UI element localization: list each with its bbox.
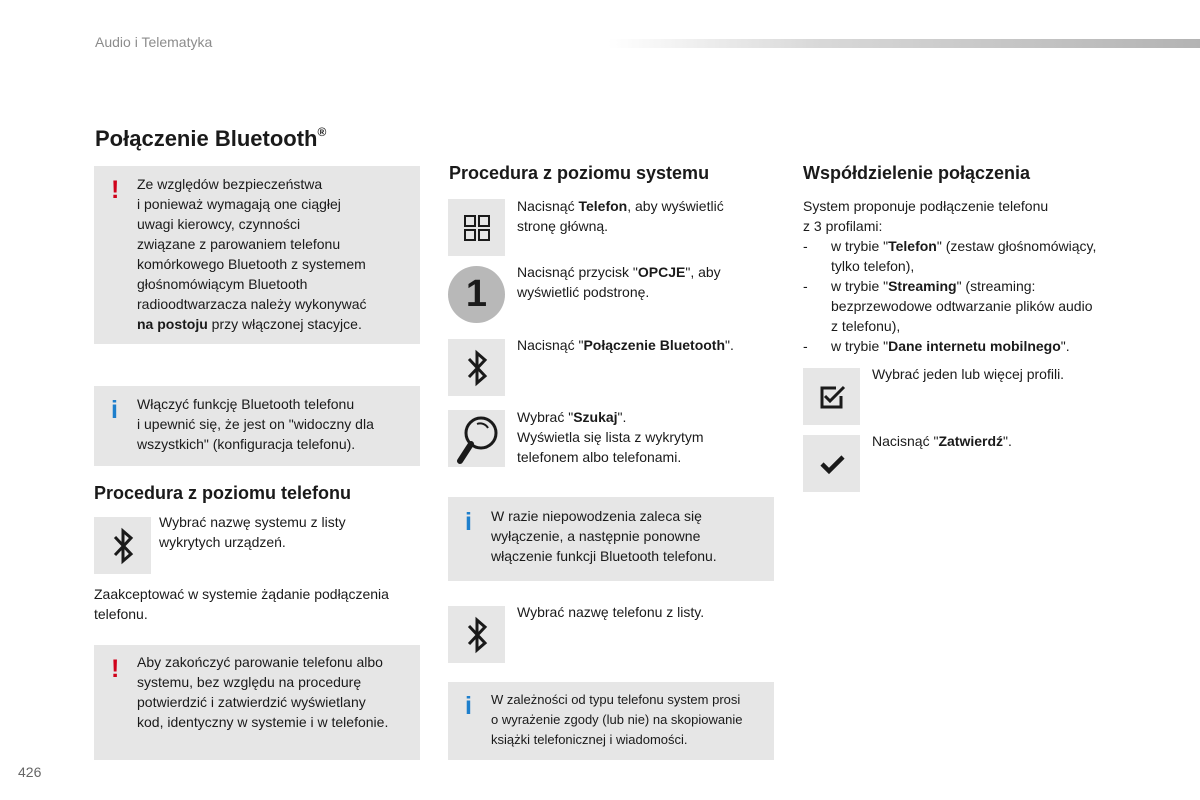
warning-text-safety: Ze względów bezpieczeństwa i ponieważ wymagają one ciągłej uwagi kierowcy, czynności związane z parowaniem telefonu komórkowego Bluetooth z systemem głośnomówiącym Bluetooth radioodtwarzacza należy wykonywać na postoju przy włączonej stacyjce.	[137, 176, 367, 332]
registered-mark: ®	[317, 124, 327, 139]
profiles-intro: System proponuje podłączenie telefonu z 3 profilami: - w trybie "Telefon" (zestaw głośnomówiący, tylko telefon), - w trybie "Streaming" (streaming: bezprzewodowe odtwarzanie plików audio z telefonu), - w trybie "Dane internetu mobilnego".	[803, 196, 1183, 356]
phone-step-select-system: Wybrać nazwę systemu z listy wykrytych urządzeń.	[159, 514, 346, 550]
step-press-telefon: Nacisnąć Telefon, aby wyświetlić stronę główną.	[517, 198, 724, 234]
step-select-profiles: Wybrać jeden lub więcej profili.	[872, 366, 1065, 382]
step-select-phone-name: Wybrać nazwę telefonu z listy.	[517, 604, 705, 620]
search-magnifier-icon	[448, 410, 505, 467]
info-icon: i	[465, 508, 472, 536]
checkbox-icon	[803, 368, 860, 425]
warning-text-pairing-code: Aby zakończyć parowanie telefonu albo systemu, bez względu na procedurę potwierdzić i zatwierdzić wyświetlany kod, identyczny w systemie i w telefonie.	[137, 654, 389, 730]
warning-exclamation-icon: !	[111, 176, 120, 204]
header-gradient-bar	[608, 39, 1200, 48]
step-select-search: Wybrać "Szukaj". Wyświetla się lista z wykrytym telefonem albo telefonami.	[517, 409, 704, 465]
bluetooth-icon	[448, 339, 505, 396]
profiles-list	[803, 236, 1183, 356]
step-number-badge: 1	[448, 266, 505, 323]
page-number: 426	[18, 764, 42, 780]
info-text-failure: W razie niepowodzenia zaleca się wyłączenie, a następnie ponowne włączenie funkcji Bluetooth telefonu.	[491, 508, 717, 564]
step-press-confirm: Nacisnąć "Zatwierdź".	[872, 433, 1012, 449]
info-box-enable-bluetooth	[94, 386, 420, 466]
bluetooth-icon	[94, 517, 151, 574]
bluetooth-icon	[448, 606, 505, 663]
info-text-phonebook: W zależności od typu telefonu system prosi o wyrażenie zgody (lub nie) na skopiowanie książki telefonicznej i wiadomości.	[491, 692, 743, 747]
step-press-bluetooth-connection: Nacisnąć "Połączenie Bluetooth".	[517, 337, 734, 353]
warning-exclamation-icon: !	[111, 655, 120, 683]
step-press-opcje: Nacisnąć przycisk "OPCJE", aby wyświetlić podstronę.	[517, 264, 721, 300]
accept-request-text: Zaakceptować w systemie żądanie podłączenia telefonu.	[94, 586, 389, 622]
page-title-text: Połączenie Bluetooth	[95, 126, 318, 151]
info-text-enable-bluetooth: Włączyć funkcję Bluetooth telefonu i upewnić się, że jest on "widoczny dla wszystkich" (konfiguracja telefonu).	[137, 396, 374, 452]
list-item: - w trybie "Streaming" (streaming: bezprzewodowe odtwarzanie plików audio z telefonu),	[803, 276, 1183, 336]
list-item: - w trybie "Telefon" (zestaw głośnomówiący, tylko telefon),	[803, 236, 1183, 276]
info-box-failure	[448, 497, 774, 581]
info-box-phonebook	[448, 682, 774, 760]
section-title: Audio i Telematyka	[95, 34, 213, 50]
page-title	[95, 126, 326, 152]
info-icon: i	[111, 396, 118, 424]
heading-system-procedure: Procedura z poziomu systemu	[449, 163, 710, 183]
warning-box-safety	[94, 166, 420, 344]
grid-icon	[448, 199, 505, 256]
heading-connection-sharing: Współdzielenie połączenia	[803, 163, 1031, 183]
list-item: - w trybie "Dane internetu mobilnego".	[803, 336, 1183, 356]
warning-box-pairing-code	[94, 645, 420, 760]
heading-phone-procedure: Procedura z poziomu telefonu	[94, 483, 352, 503]
checkmark-icon	[803, 435, 860, 492]
info-icon: i	[465, 692, 472, 720]
